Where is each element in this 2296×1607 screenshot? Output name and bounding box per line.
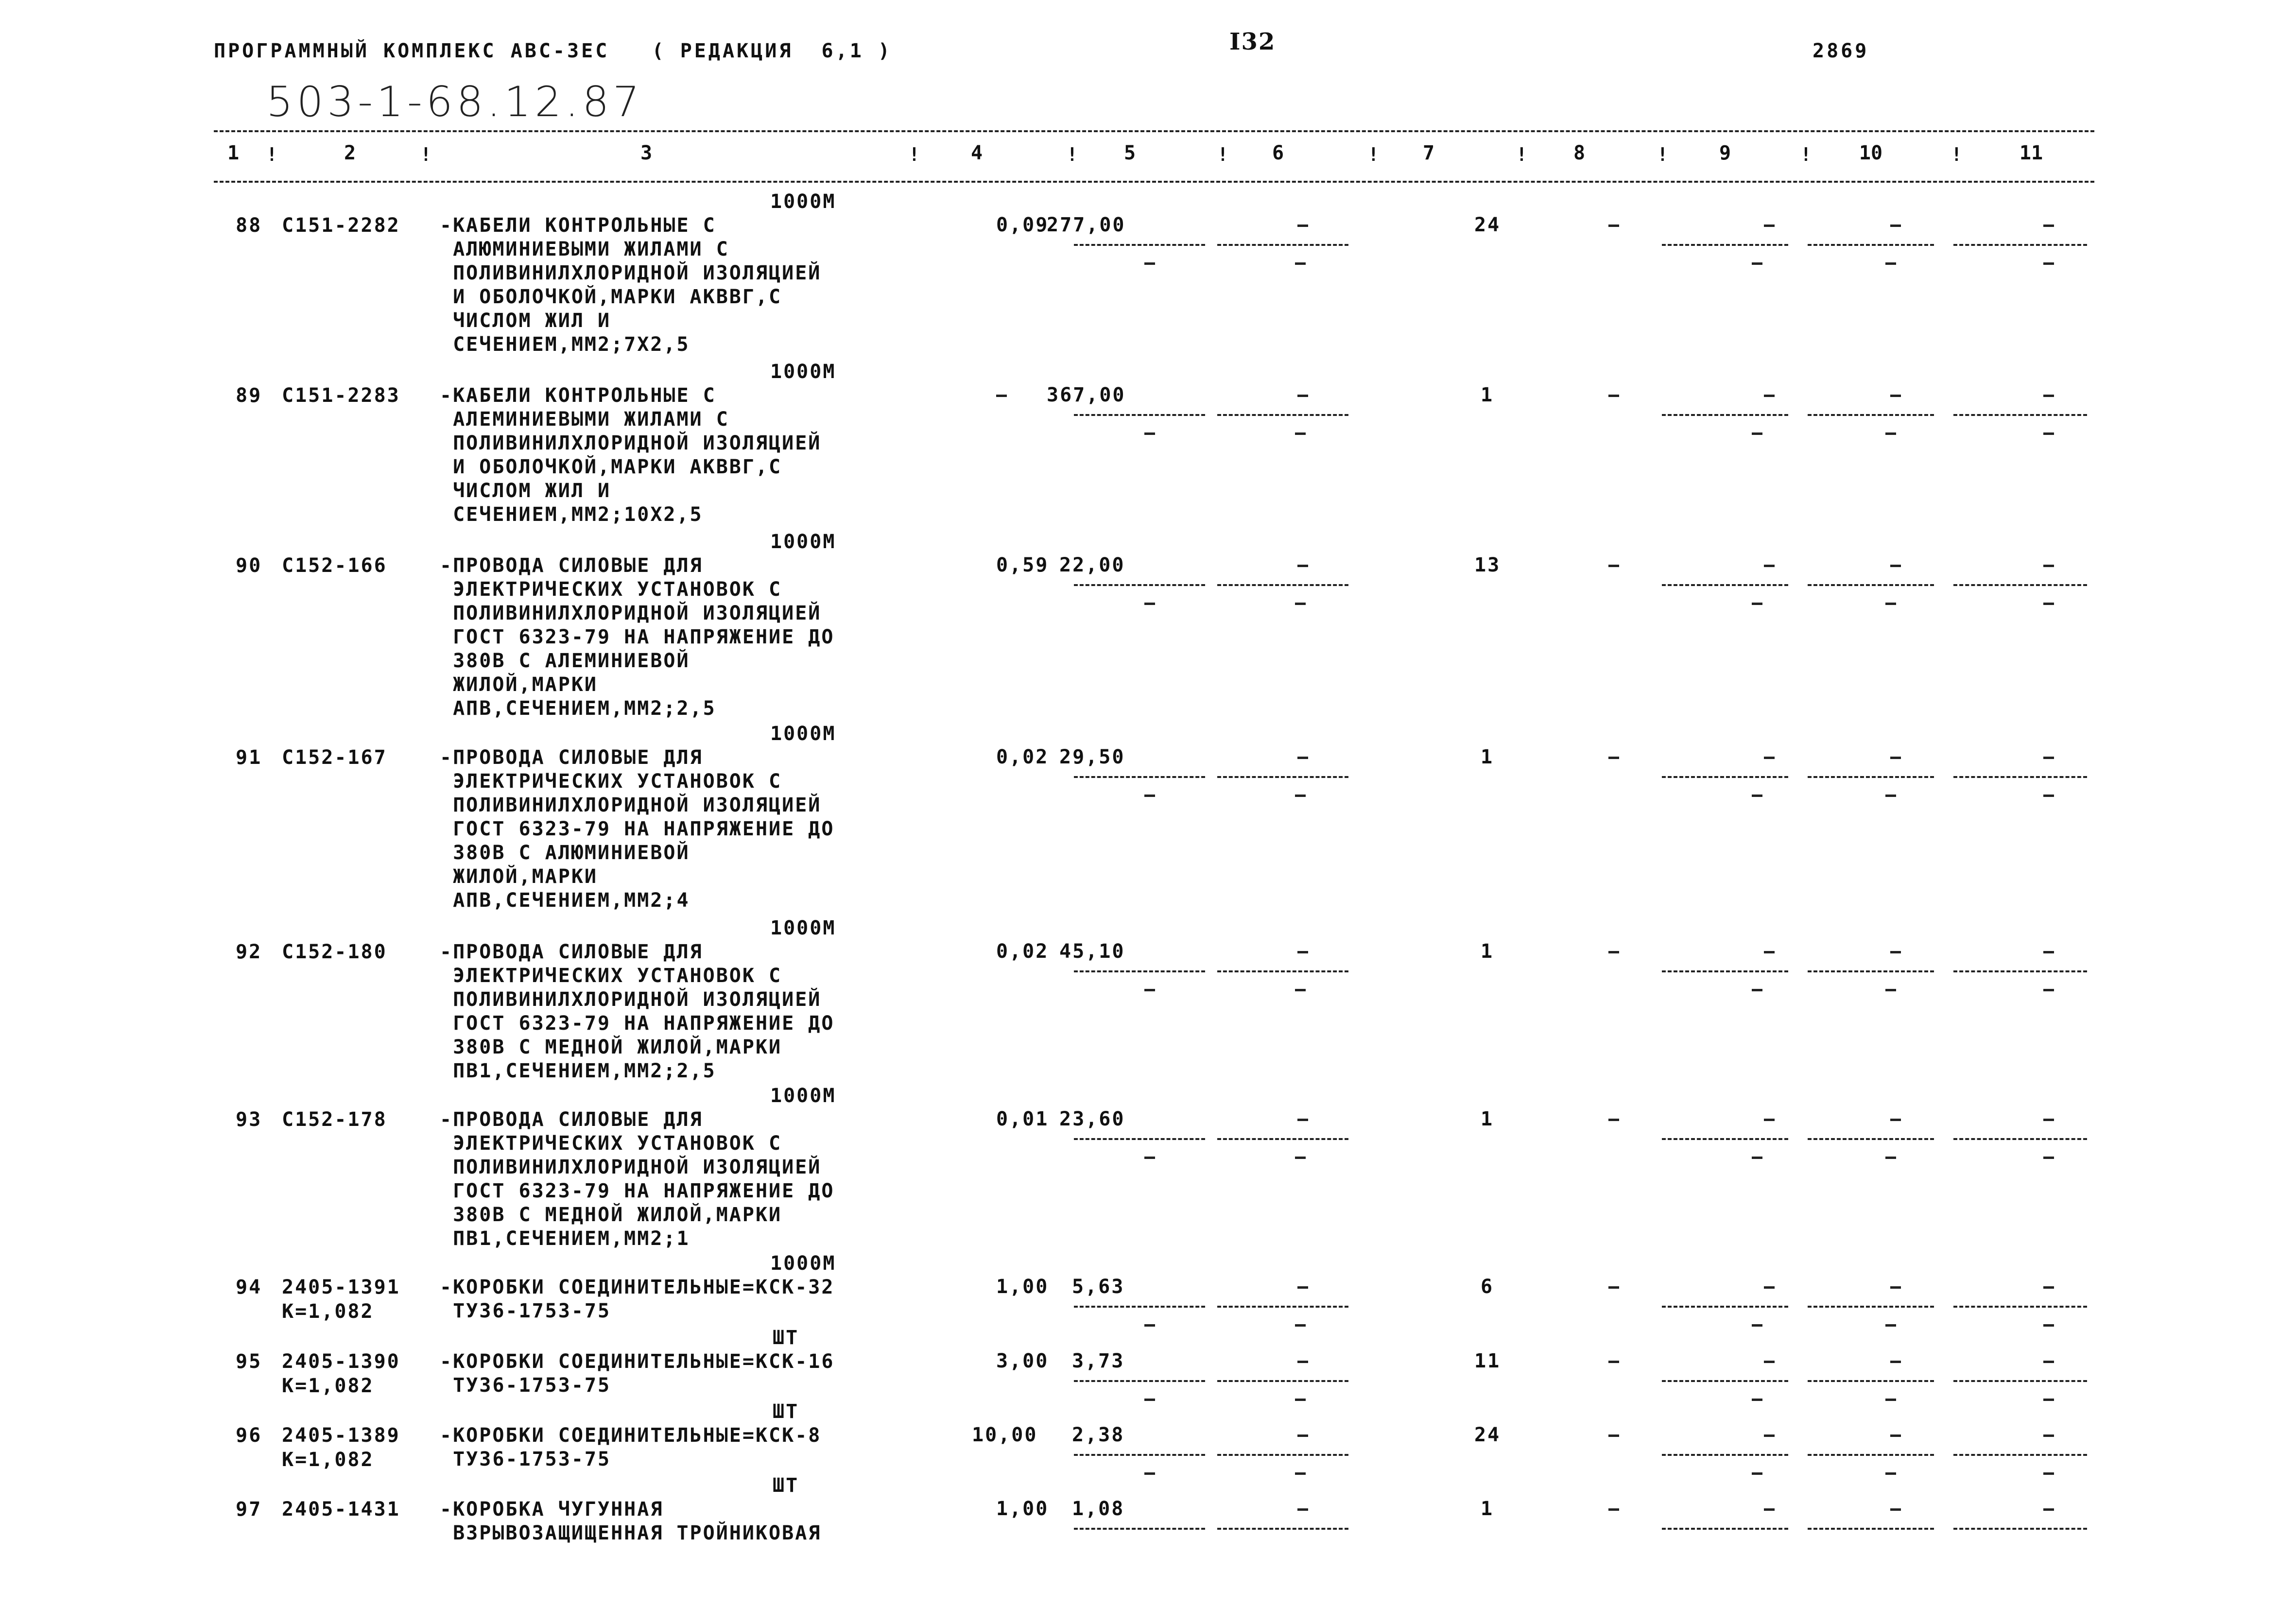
item-code: 2405-1431 [282, 1498, 400, 1521]
dash-mark [1608, 1361, 1619, 1363]
dash-mark [1297, 1434, 1308, 1437]
dash-mark [2043, 951, 2054, 953]
row-number: 95 [236, 1350, 262, 1373]
fraction-line [1217, 584, 1348, 586]
dash-mark [1295, 262, 1306, 265]
dash-mark [1608, 757, 1619, 759]
column-7-value: 1 [1481, 746, 1494, 768]
column-separator: ! [1067, 144, 1078, 165]
dash-mark [1295, 432, 1306, 435]
dash-mark [2043, 1157, 2054, 1159]
row-number: 92 [236, 941, 262, 963]
fraction-line [1217, 244, 1348, 246]
row-number: 93 [236, 1108, 262, 1131]
unit-of-measure: 1000М [770, 917, 836, 939]
item-code: С152-180 [282, 941, 387, 963]
top-rule [214, 130, 2094, 132]
dash-mark [1144, 1157, 1155, 1159]
dash-mark [1297, 1119, 1308, 1121]
column-7-value: 24 [1474, 1424, 1501, 1446]
dash-mark [1297, 395, 1308, 397]
dash-mark [2043, 225, 2054, 227]
fraction-line [1074, 244, 1205, 246]
fraction-line [1808, 244, 1934, 246]
item-code: 2405-1389 [282, 1424, 400, 1447]
dash-mark [1608, 1286, 1619, 1289]
column-separator: ! [1368, 144, 1379, 165]
dash-mark [1885, 262, 1896, 265]
fraction-line [1074, 584, 1205, 586]
fraction-line [1808, 776, 1934, 778]
dash-mark [1144, 1472, 1155, 1475]
row-number: 91 [236, 746, 262, 769]
dash-mark [1608, 395, 1619, 397]
fraction-line [1074, 1138, 1205, 1140]
dash-mark [1752, 432, 1762, 435]
dash-mark [1764, 565, 1775, 567]
item-code: С151-2282 [282, 214, 400, 237]
column-separator: ! [1951, 144, 1962, 165]
dash-mark [2043, 1508, 2054, 1511]
dash-mark [1752, 603, 1762, 605]
fraction-line [1662, 1306, 1788, 1308]
item-code: С151-2283 [282, 384, 400, 407]
dash-mark [1890, 1286, 1901, 1289]
unit-price-value: 29,50 [1059, 746, 1125, 768]
column-separator: ! [420, 144, 432, 165]
column-separator: ! [1217, 144, 1228, 165]
column-header-9: 9 [1719, 142, 1731, 164]
unit-price-value: 45,10 [1059, 940, 1125, 963]
dash-mark [1608, 1508, 1619, 1511]
column-7-value: 1 [1481, 940, 1494, 963]
fraction-line [1074, 1454, 1205, 1456]
dash-mark [1297, 757, 1308, 759]
item-description: -КОРОБКА ЧУГУННАЯ ВЗРЫВОЗАЩИЩЕННАЯ ТРОЙНИКОВАЯ [440, 1498, 822, 1544]
fraction-line [1217, 1138, 1348, 1140]
column-header-5: 5 [1123, 142, 1136, 164]
dash-mark [1890, 225, 1901, 227]
dash-mark [1295, 603, 1306, 605]
fraction-line [1808, 584, 1934, 586]
dash-mark [2043, 262, 2054, 265]
quantity-value: 0,59 [996, 554, 1049, 576]
column-7-value: 1 [1481, 1498, 1494, 1520]
dash-mark [1752, 262, 1762, 265]
dash-mark [1885, 795, 1896, 797]
item-description: -ПРОВОДА СИЛОВЫЕ ДЛЯ ЭЛЕКТРИЧЕСКИХ УСТАНОВОК С ПОЛИВИНИЛХЛОРИДНОЙ ИЗОЛЯЦИЕЙ ГОСТ 6323-79 НА НАПРЯЖЕНИЕ ДО 380В С АЛЮМИНИЕВОЙ ЖИЛОЙ,МАРКИ АПВ,СЕЧЕНИЕМ,ММ2;4 [440, 746, 835, 912]
fraction-line [1662, 584, 1788, 586]
dash-mark [1764, 1434, 1775, 1437]
dash-mark [1890, 757, 1901, 759]
dash-mark [1752, 1324, 1762, 1327]
fraction-line [1808, 414, 1934, 416]
column-7-value: 1 [1481, 1108, 1494, 1130]
fraction-line [1217, 414, 1348, 416]
column-header-6: 6 [1272, 142, 1284, 164]
item-description: -ПРОВОДА СИЛОВЫЕ ДЛЯ ЭЛЕКТРИЧЕСКИХ УСТАНОВОК С ПОЛИВИНИЛХЛОРИДНОЙ ИЗОЛЯЦИЕЙ ГОСТ 6323-79 НА НАПРЯЖЕНИЕ ДО 380В С МЕДНОЙ ЖИЛОЙ,МАРКИ ПВ1,СЕЧЕНИЕМ,ММ2;2,5 [440, 941, 835, 1082]
dash-mark [1144, 603, 1155, 605]
dash-mark [2043, 989, 2054, 991]
dash-mark [1608, 225, 1619, 227]
column-header-4: 4 [970, 142, 983, 164]
fraction-line [1074, 1306, 1205, 1308]
fraction-line [1953, 1138, 2087, 1140]
item-code: С152-178 [282, 1108, 387, 1131]
dash-mark [1764, 1286, 1775, 1289]
column-header-11: 11 [2019, 142, 2043, 164]
unit-of-measure: 1000М [770, 361, 836, 383]
item-code: 2405-1390 [282, 1350, 400, 1373]
column-separator: ! [1516, 144, 1527, 165]
fraction-line [1953, 1528, 2087, 1530]
item-description: -ПРОВОДА СИЛОВЫЕ ДЛЯ ЭЛЕКТРИЧЕСКИХ УСТАНОВОК С ПОЛИВИНИЛХЛОРИДНОЙ ИЗОЛЯЦИЕЙ ГОСТ 6323-79 НА НАПРЯЖЕНИЕ ДО 380В С МЕДНОЙ ЖИЛОЙ,МАРКИ ПВ1,СЕЧЕНИЕМ,ММ2;1 [440, 1108, 835, 1250]
item-coefficient: К=1,082 [282, 1375, 374, 1397]
handwritten-document-code: 503-1-68.12.87 [266, 78, 643, 126]
unit-of-measure: 1000М [770, 531, 836, 553]
dash-mark [2043, 1472, 2054, 1475]
unit-price-value: 22,00 [1059, 554, 1125, 576]
fraction-line [1662, 1528, 1788, 1530]
item-code: С152-166 [282, 554, 387, 577]
item-coefficient: К=1,082 [282, 1300, 374, 1323]
unit-price-value: 3,73 [1072, 1350, 1125, 1372]
dash-mark [1885, 989, 1896, 991]
dash-mark [1295, 1324, 1306, 1327]
fraction-line [1953, 1454, 2087, 1456]
dash-mark [1297, 1286, 1308, 1289]
unit-price-value: 277,00 [1047, 214, 1126, 236]
unit-price-value: 1,08 [1072, 1498, 1125, 1520]
column-7-value: 13 [1474, 554, 1501, 576]
item-description: -КАБЕЛИ КОНТРОЛЬНЫЕ С АЛЮМИНИЕВЫМИ ЖИЛАМИ С ПОЛИВИНИЛХЛОРИДНОЙ ИЗОЛЯЦИЕЙ И ОБОЛОЧКОЙ,МАРКИ АКВВГ,С ЧИСЛОМ ЖИЛ И СЕЧЕНИЕМ,ММ2;7Х2,5 [440, 214, 822, 356]
column-separator: ! [266, 144, 277, 165]
dash-mark [1890, 1361, 1901, 1363]
dash-mark [2043, 432, 2054, 435]
column-header-row [214, 142, 2094, 165]
dash-mark [1885, 1472, 1896, 1475]
dash-mark [1752, 1157, 1762, 1159]
dash-mark [2043, 1119, 2054, 1121]
dash-mark [2043, 757, 2054, 759]
fraction-line [1662, 776, 1788, 778]
fraction-line [1074, 414, 1205, 416]
dash-mark [1608, 951, 1619, 953]
dash-mark [2043, 395, 2054, 397]
dash-mark [1608, 1434, 1619, 1437]
row-number: 88 [236, 214, 262, 237]
column-header-7: 7 [1422, 142, 1435, 164]
dash-mark [1752, 1472, 1762, 1475]
row-number: 90 [236, 554, 262, 577]
dash-mark [1144, 262, 1155, 265]
fraction-line [1808, 1380, 1934, 1382]
dash-mark [2043, 1324, 2054, 1327]
row-number: 89 [236, 384, 262, 407]
dash-mark [1764, 951, 1775, 953]
dash-mark [1890, 1119, 1901, 1121]
dash-mark [1752, 989, 1762, 991]
item-description: -КАБЕЛИ КОНТРОЛЬНЫЕ С АЛЕМИНИЕВЫМИ ЖИЛАМИ С ПОЛИВИНИЛХЛОРИДНОЙ ИЗОЛЯЦИЕЙ И ОБОЛОЧКОЙ,МАРКИ АКВВГ,С ЧИСЛОМ ЖИЛ И СЕЧЕНИЕМ,ММ2;10Х2,5 [440, 384, 822, 526]
row-number: 96 [236, 1424, 262, 1447]
dash-mark [1144, 432, 1155, 435]
column-7-value: 11 [1474, 1350, 1501, 1372]
item-description: -КОРОБКИ СОЕДИНИТЕЛЬНЫЕ=КСК-8 ТУ36-1753-75 [440, 1424, 822, 1470]
dash-mark [1297, 1508, 1308, 1511]
dash-mark [2043, 603, 2054, 605]
fraction-line [1217, 776, 1348, 778]
fraction-line [1217, 1528, 1348, 1530]
dash-mark [1144, 795, 1155, 797]
fraction-line [1074, 970, 1205, 972]
unit-of-measure: 1000М [770, 1085, 836, 1107]
column-header-8: 8 [1573, 142, 1586, 164]
unit-of-measure: 1000М [770, 723, 836, 745]
fraction-line [1953, 970, 2087, 972]
item-description: -ПРОВОДА СИЛОВЫЕ ДЛЯ ЭЛЕКТРИЧЕСКИХ УСТАНОВОК С ПОЛИВИНИЛХЛОРИДНОЙ ИЗОЛЯЦИЕЙ ГОСТ 6323-79 НА НАПРЯЖЕНИЕ ДО 380В С АЛЕМИНИЕВОЙ ЖИЛОЙ,МАРКИ АПВ,СЕЧЕНИЕМ,ММ2;2,5 [440, 554, 835, 720]
dash-mark [1297, 1361, 1308, 1363]
page-number: I32 [1229, 28, 1276, 55]
dash-mark [2043, 1286, 2054, 1289]
dash-mark [1144, 989, 1155, 991]
unit-price-value: 23,60 [1059, 1108, 1125, 1130]
fraction-line [1074, 1380, 1205, 1382]
dash-mark [1890, 1508, 1901, 1511]
dash-mark [1764, 1119, 1775, 1121]
dash-mark [1764, 1361, 1775, 1363]
fraction-line [1217, 1306, 1348, 1308]
item-code: 2405-1391 [282, 1276, 400, 1298]
fraction-line [1662, 970, 1788, 972]
dash-mark [1764, 757, 1775, 759]
column-header-10: 10 [1859, 142, 1883, 164]
quantity-value: 0,02 [996, 746, 1049, 768]
dash-mark [1764, 395, 1775, 397]
item-code: С152-167 [282, 746, 387, 769]
dash-mark [2043, 565, 2054, 567]
item-coefficient: К=1,082 [282, 1449, 374, 1471]
unit-of-measure: ШТ [773, 1327, 799, 1349]
fraction-line [1808, 1306, 1934, 1308]
dash-mark [1295, 1472, 1306, 1475]
dash-mark [1890, 1434, 1901, 1437]
dash-mark [1295, 1399, 1306, 1401]
fraction-line [1808, 1454, 1934, 1456]
fraction-line [1953, 1306, 2087, 1308]
item-description: -КОРОБКИ СОЕДИНИТЕЛЬНЫЕ=КСК-32 ТУ36-1753-75 [440, 1276, 835, 1322]
dash-mark [1885, 1399, 1896, 1401]
fraction-line [1217, 970, 1348, 972]
dash-mark [1608, 565, 1619, 567]
row-number: 94 [236, 1276, 262, 1298]
dash-mark [1885, 1157, 1896, 1159]
fraction-line [1662, 414, 1788, 416]
column-7-value: 6 [1481, 1276, 1494, 1298]
fraction-line [1808, 1138, 1934, 1140]
unit-of-measure: 1000М [770, 190, 836, 213]
column-separator: ! [909, 144, 920, 165]
quantity-value: 1,00 [996, 1498, 1049, 1520]
quantity-value: 0,01 [996, 1108, 1049, 1130]
dash-mark [1295, 795, 1306, 797]
sheet-number: 2869 [1813, 40, 1869, 62]
column-7-value: 1 [1481, 384, 1494, 406]
item-description: -КОРОБКИ СОЕДИНИТЕЛЬНЫЕ=КСК-16 ТУ36-1753-75 [440, 1350, 835, 1397]
column-7-value: 24 [1474, 214, 1501, 236]
column-header-3: 3 [640, 142, 653, 164]
quantity-value: 0,09 [996, 214, 1049, 236]
unit-price-value: 5,63 [1072, 1276, 1125, 1298]
dash-mark [1297, 225, 1308, 227]
dash-mark [1752, 1399, 1762, 1401]
dash-mark [1144, 1399, 1155, 1401]
dash-mark [1885, 603, 1896, 605]
unit-price-value: 367,00 [1047, 384, 1126, 406]
dash-mark [1295, 1157, 1306, 1159]
unit-of-measure: ШТ [773, 1474, 799, 1497]
dash-mark [2043, 795, 2054, 797]
dash-mark [1297, 565, 1308, 567]
row-number: 97 [236, 1498, 262, 1521]
fraction-line [1074, 1528, 1205, 1530]
fraction-line [1808, 1528, 1934, 1530]
dash-mark [1297, 951, 1308, 953]
program-header: ПРОГРАММНЫЙ КОМПЛЕКС АВС-ЗЕС ( РЕДАКЦИЯ 6,1 ) [214, 40, 892, 62]
dash-mark [1890, 565, 1901, 567]
unit-of-measure: ШТ [773, 1400, 799, 1423]
fraction-line [1953, 244, 2087, 246]
quantity-value: 3,00 [996, 1350, 1049, 1372]
fraction-line [1953, 1380, 2087, 1382]
fraction-line [1953, 584, 2087, 586]
dash-mark [1144, 1324, 1155, 1327]
column-header-2: 2 [344, 142, 356, 164]
unit-price-value: 2,38 [1072, 1424, 1125, 1446]
fraction-line [1662, 244, 1788, 246]
quantity-value: 1,00 [996, 1276, 1049, 1298]
dash-mark [1608, 1119, 1619, 1121]
quantity-value: 10,00 [972, 1424, 1038, 1446]
dash-mark [2043, 1399, 2054, 1401]
column-header-1: 1 [227, 142, 240, 164]
column-separator: ! [1800, 144, 1812, 165]
dash-mark [1890, 951, 1901, 953]
dash-mark [2043, 1434, 2054, 1437]
fraction-line [1217, 1380, 1348, 1382]
dash-mark [1752, 795, 1762, 797]
fraction-line [1217, 1454, 1348, 1456]
dash-mark [1890, 395, 1901, 397]
unit-of-measure: 1000М [770, 1252, 836, 1275]
dash-mark [1885, 1324, 1896, 1327]
dash-mark [996, 395, 1007, 397]
dash-mark [1764, 225, 1775, 227]
column-separator: ! [1657, 144, 1668, 165]
fraction-line [1953, 414, 2087, 416]
fraction-line [1662, 1454, 1788, 1456]
quantity-value: 0,02 [996, 940, 1049, 963]
fraction-line [1953, 776, 2087, 778]
dash-mark [1295, 989, 1306, 991]
fraction-line [1662, 1138, 1788, 1140]
header-bottom-rule [214, 181, 2094, 183]
dash-mark [2043, 1361, 2054, 1363]
fraction-line [1808, 970, 1934, 972]
dash-mark [1764, 1508, 1775, 1511]
fraction-line [1074, 776, 1205, 778]
fraction-line [1662, 1380, 1788, 1382]
dash-mark [1885, 432, 1896, 435]
